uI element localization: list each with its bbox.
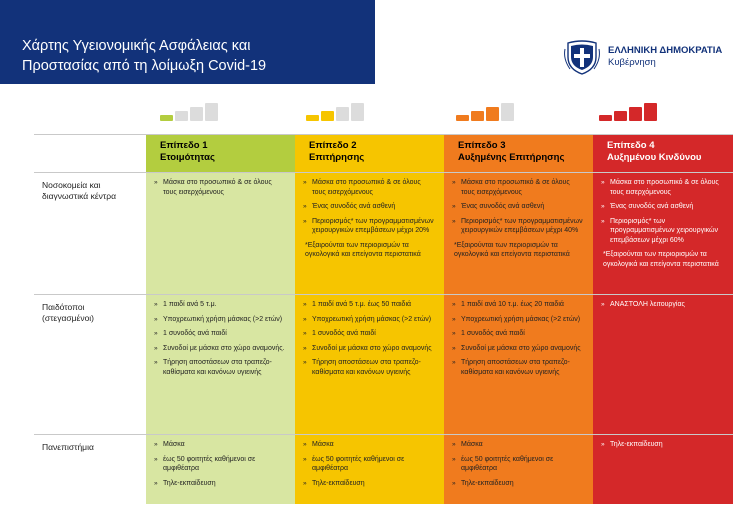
list-item — [452, 202, 583, 212]
list-item — [452, 479, 583, 489]
divider — [34, 134, 733, 135]
list-item-text: Συνοδοί με μάσκα στο χώρο αναμονής. — [163, 344, 285, 352]
level-3-indicator — [456, 101, 516, 121]
indicator-bar — [321, 111, 334, 121]
list-item-text: Τηλε-εκπαίδευση — [610, 441, 663, 448]
list-item-text: Τηλε-εκπαίδευση — [461, 479, 514, 487]
indicator-bar — [614, 111, 627, 121]
government-brand — [562, 40, 722, 74]
bullet-arrow-icon: » — [303, 217, 307, 225]
indicator-bar — [629, 107, 642, 121]
level-2-header — [295, 134, 444, 172]
list-item-text: Υποχρεωτική χρήση μάσκας (>2 ετών) — [312, 315, 432, 323]
level-1-header — [146, 134, 295, 172]
list-item-text: Συνοδοί με μάσκα στο χώρο αναμονής — [312, 344, 432, 352]
list-item — [601, 178, 723, 197]
bullet-arrow-icon: » — [303, 315, 307, 323]
list-item-text: έως 50 φοιτητές καθήμενοι σε αμφιθέατρα — [461, 455, 554, 472]
list-item — [601, 202, 723, 212]
bullet-arrow-icon: » — [303, 301, 307, 308]
list-item — [154, 315, 285, 325]
list-item-text: 1 συνοδός ανά παιδί — [312, 330, 376, 337]
table-cell — [452, 440, 583, 493]
level-4-indicator — [599, 101, 659, 121]
list-item-text: Μάσκα στο προσωπικό & σε όλους τους εισερχόμενους — [312, 179, 421, 196]
level-1-subtitle: Ετοιμότητας — [160, 152, 215, 163]
table-cell — [303, 178, 434, 260]
list-item-text: έως 50 φοιτητές καθήμενοι σε αμφιθέατρα — [163, 455, 256, 472]
list-item — [154, 440, 285, 450]
bullet-arrow-icon: » — [452, 441, 456, 448]
list-item-text: Τήρηση αποστάσεων στα τραπεζο-καθίσματα και κανόνων υγιεινής — [461, 359, 570, 376]
list-item — [303, 455, 434, 474]
list-item-text: Ένας συνοδός ανά ασθενή — [461, 203, 545, 210]
list-item-text: Περιορισμός* των προγραμματισμένων χειρουργικών επεμβάσεων μέχρι 20% — [312, 217, 434, 234]
level-3-subtitle: Αυξημένης Επιτήρησης — [458, 152, 565, 163]
table-cell — [601, 300, 723, 315]
list-item-text: 1 παιδί ανά 5 τ.μ. έως 50 παιδιά — [312, 301, 412, 308]
list-item — [154, 300, 285, 310]
bullet-arrow-icon: » — [452, 179, 456, 186]
table-cell — [154, 178, 285, 202]
list-item-text: 1 συνοδός ανά παιδί — [461, 330, 525, 337]
bullet-arrow-icon: » — [601, 301, 605, 308]
indicator-bar — [175, 111, 188, 121]
bullet-arrow-icon: » — [452, 301, 456, 308]
list-item — [154, 479, 285, 489]
bullet-arrow-icon: » — [601, 441, 605, 448]
indicator-bar — [644, 103, 657, 121]
brand-name: ΕΛΛΗΝΙΚΗ ΔΗΜΟΚΡΑΤΙΑ — [608, 45, 723, 56]
list-item-text: Μάσκα στο προσωπικό & σε όλους τους εισερχόμενους — [461, 179, 570, 196]
greek-coat-of-arms-icon — [562, 39, 602, 75]
indicator-bar — [336, 107, 349, 121]
bullet-arrow-icon: » — [303, 479, 307, 487]
list-item — [303, 202, 434, 212]
header-band — [0, 0, 375, 84]
list-item — [303, 440, 434, 450]
bullet-arrow-icon: » — [601, 217, 605, 225]
level-4-header — [593, 134, 733, 172]
indicator-bar — [599, 115, 612, 121]
list-item-text: 1 παιδί ανά 10 τ.μ. έως 20 παιδιά — [461, 301, 564, 308]
footnote: *Εξαιρούνται των περιορισμών τα ογκολογικά και επείγοντα περιστατικά — [305, 241, 421, 258]
indicator-bar — [306, 115, 319, 121]
list-item-text: Μάσκα στο προσωπικό & σε όλους τους εισερχόμενους — [163, 179, 272, 196]
bullet-arrow-icon: » — [452, 315, 456, 323]
list-item — [452, 217, 583, 236]
list-item-text: Περιορισμός* των προγραμματισμένων χειρουργικών επεμβάσεων μέχρι 60% — [610, 217, 719, 244]
indicator-bar — [351, 103, 364, 121]
bullet-arrow-icon: » — [154, 344, 158, 352]
bullet-arrow-icon: » — [601, 203, 605, 210]
list-item-text: Μάσκα — [312, 441, 334, 448]
list-item-text: Συνοδοί με μάσκα στο χώρο αναμονής — [461, 344, 581, 352]
list-item-text: έως 50 φοιτητές καθήμενοι σε αμφιθέατρα — [312, 455, 405, 472]
list-item — [601, 440, 723, 450]
list-item-text: Μάσκα — [163, 441, 185, 448]
bullet-arrow-icon: » — [154, 479, 158, 487]
list-item — [452, 440, 583, 450]
list-item-text: Υποχρεωτική χρήση μάσκας (>2 ετών) — [461, 315, 581, 323]
list-item — [303, 344, 434, 354]
indicator-bar — [160, 115, 173, 121]
bullet-arrow-icon: » — [303, 344, 307, 352]
list-item — [303, 358, 434, 377]
bullet-arrow-icon: » — [303, 179, 307, 186]
bullet-arrow-icon: » — [452, 217, 456, 225]
divider — [34, 294, 733, 295]
list-item-text: Υποχρεωτική χρήση μάσκας (>2 ετών) — [163, 315, 283, 323]
bullet-arrow-icon: » — [452, 479, 456, 487]
bullet-arrow-icon: » — [452, 344, 456, 352]
list-item — [452, 300, 583, 310]
bullet-arrow-icon: » — [303, 203, 307, 210]
list-item-text: Τήρηση αποστάσεων στα τραπεζο-καθίσματα και κανόνων υγιεινής — [312, 359, 421, 376]
indicator-bar — [205, 103, 218, 121]
table-cell — [452, 300, 583, 382]
list-item — [601, 300, 723, 310]
bullet-arrow-icon: » — [154, 301, 158, 308]
list-item — [303, 217, 434, 236]
bullet-arrow-icon: » — [452, 203, 456, 210]
indicator-bar — [190, 107, 203, 121]
list-item — [154, 358, 285, 377]
row-label-playgrounds: Παιδότοποι (στεγασμένοι) — [42, 302, 95, 323]
list-item — [452, 358, 583, 377]
table-cell — [452, 178, 583, 260]
bullet-arrow-icon: » — [154, 441, 158, 448]
bullet-arrow-icon: » — [303, 330, 307, 337]
level-2-title: Επίπεδο 2 — [309, 140, 357, 151]
list-item — [303, 178, 434, 197]
row-label-hospitals: Νοσοκομεία και διαγνωστικά κέντρα — [42, 180, 116, 201]
bullet-arrow-icon: » — [303, 441, 307, 448]
list-item — [154, 178, 285, 197]
list-item-text: ΑΝΑΣΤΟΛΗ λειτουργίας — [610, 301, 685, 308]
list-item-text: Ένας συνοδός ανά ασθενή — [312, 203, 396, 210]
title-line-2: Προστασίας από τη λοίμωξη Covid-19 — [22, 58, 267, 74]
list-item-text: Τηλε-εκπαίδευση — [163, 479, 216, 487]
table-cell — [601, 178, 723, 269]
indicator-bar — [456, 115, 469, 121]
list-item — [303, 329, 434, 339]
level-4-subtitle: Αυξημένου Κινδύνου — [607, 152, 702, 163]
title-line-1: Χάρτης Υγειονομικής Ασφάλειας και — [22, 38, 251, 54]
list-item — [601, 217, 723, 246]
bullet-arrow-icon: » — [452, 330, 456, 337]
divider — [34, 434, 733, 435]
bullet-arrow-icon: » — [154, 359, 158, 366]
table-cell — [303, 440, 434, 493]
bullet-arrow-icon: » — [452, 455, 456, 463]
bullet-arrow-icon: » — [303, 359, 307, 366]
measures-table — [34, 134, 733, 504]
footnote: *Εξαιρούνται των περιορισμών τα ογκολογικά και επείγοντα περιστατικά — [454, 241, 570, 258]
bullet-arrow-icon: » — [601, 179, 605, 186]
list-item — [452, 455, 583, 474]
level-1-title: Επίπεδο 1 — [160, 140, 208, 151]
list-item-text: Μάσκα στο προσωπικό & σε όλους τους εισερχόμενους — [610, 179, 719, 196]
bullet-arrow-icon: » — [154, 179, 158, 186]
list-item-text: Περιορισμός* των προγραμματισμένων χειρουργικών επεμβάσεων μέχρι 40% — [461, 217, 583, 234]
brand-sub: Κυβέρνηση — [608, 57, 656, 68]
indicator-bar — [471, 111, 484, 121]
page-title — [22, 36, 362, 76]
bullet-arrow-icon: » — [154, 455, 158, 463]
list-item — [452, 344, 583, 354]
table-cell — [303, 300, 434, 382]
level-3-title: Επίπεδο 3 — [458, 140, 506, 151]
list-item — [154, 329, 285, 339]
list-item — [452, 315, 583, 325]
bullet-arrow-icon: » — [452, 359, 456, 366]
list-item — [452, 178, 583, 197]
list-item — [452, 329, 583, 339]
bullet-arrow-icon: » — [154, 315, 158, 323]
indicator-bar — [486, 107, 499, 121]
divider — [34, 172, 733, 173]
bullet-arrow-icon: » — [154, 330, 158, 337]
list-item — [154, 455, 285, 474]
footnote: *Εξαιρούνται των περιορισμών τα ογκολογικά και επείγοντα περιστατικά — [603, 251, 719, 268]
bullet-arrow-icon: » — [303, 455, 307, 463]
list-item — [303, 300, 434, 310]
level-2-subtitle: Επιτήρησης — [309, 152, 365, 163]
list-item-text: Τήρηση αποστάσεων στα τραπεζο-καθίσματα και κανόνων υγιεινής — [163, 359, 272, 376]
list-item-text: Τηλε-εκπαίδευση — [312, 479, 365, 487]
table-cell — [154, 300, 285, 382]
list-item-text: 1 παιδί ανά 5 τ.μ. — [163, 301, 217, 308]
list-item-text: Μάσκα — [461, 441, 483, 448]
indicator-bar — [501, 103, 514, 121]
list-item — [154, 344, 285, 354]
level-4-title: Επίπεδο 4 — [607, 140, 655, 151]
table-cell — [601, 440, 723, 455]
row-label-universities: Πανεπιστήμια — [42, 442, 94, 452]
level-3-header — [444, 134, 593, 172]
list-item — [303, 479, 434, 489]
list-item-text: 1 συνοδός ανά παιδί — [163, 330, 227, 337]
list-item — [303, 315, 434, 325]
level-1-indicator — [160, 101, 220, 121]
list-item-text: Ένας συνοδός ανά ασθενή — [610, 203, 694, 210]
table-cell — [154, 440, 285, 493]
level-2-indicator — [306, 101, 366, 121]
